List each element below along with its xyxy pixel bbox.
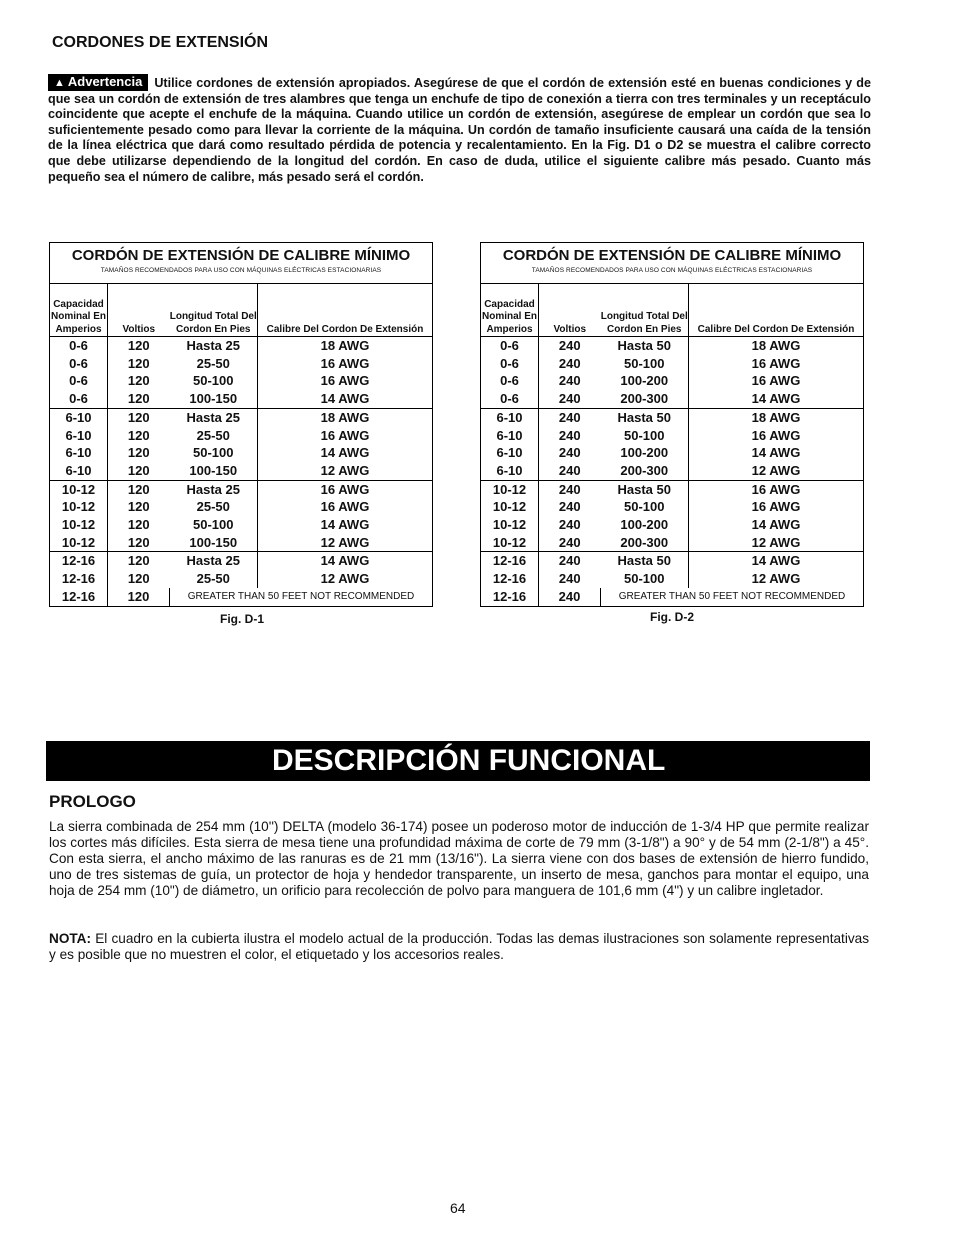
table-cell: 50-100 (601, 355, 689, 373)
table-cell: 12-16 (481, 570, 539, 588)
table-row (50, 552, 433, 570)
table-cell: 6-10 (481, 462, 539, 480)
cord-table-120v (49, 242, 433, 607)
table-cell: 6-10 (481, 427, 539, 445)
table-cell: 0-6 (481, 390, 539, 408)
prologo-paragraph: La sierra combinada de 254 mm (10'') DELTA (modelo 36-174) posee un poderoso motor de inducción de 1-3/4 HP que permite realizar los cortes más difíciles. Esta sierra de mesa tiene una profundidad máxima de corte de 79 mm (3-1/8") a 90° y de 54 mm (2-1/8") a 45°. Con esta sierra, el ancho máximo de las ranuras es de 21 mm (13/16"). La sierra viene con dos bases de extensión de hierro fundido, uno de tres sistemas de guía, un protector de hoja y hendedor transparente, un inserto de mesa, ganchos para montar el equipo, una hoja de 254 mm (10") de diámetro, un orificio para recolección de polvo para manguera de 101,6 mm (4") y un calibre ingletador. (49, 819, 869, 898)
table-cell: 120 (127, 588, 150, 604)
not-recommended-note: GREATER THAN 50 FEET NOT RECOMMENDED (601, 588, 864, 606)
table-row (50, 498, 433, 516)
table-cell: 0-6 (50, 337, 108, 355)
table-cell: 100-200 (601, 516, 689, 534)
table-cell: 240 (558, 445, 581, 461)
table-row (481, 534, 864, 552)
table-cell: 120 (127, 427, 150, 443)
table-cell: Hasta 50 (601, 337, 689, 355)
table-cell: 200-300 (601, 462, 689, 480)
table-row (481, 390, 864, 408)
table-cell: 14 AWG (258, 390, 433, 408)
table-cell: 120 (127, 445, 150, 461)
table-cell: 240 (558, 373, 581, 389)
table-cell: 12-16 (481, 588, 539, 606)
table-cell: 12 AWG (689, 462, 864, 480)
header-calibre: Calibre Del Cordon De Extensión (258, 284, 433, 337)
table-cell: 0-6 (481, 355, 539, 373)
table-row (481, 588, 864, 606)
table-title-cell (481, 243, 864, 284)
header-voltios: Voltios (108, 284, 170, 337)
table-cell: 16 AWG (320, 373, 370, 389)
table-row (481, 552, 864, 570)
table-cell: 12 AWG (258, 534, 433, 552)
table-cell: 18 AWG (320, 338, 370, 353)
table-row (481, 570, 864, 588)
table-cell: 120 (127, 553, 150, 569)
table-cell: 25-50 (170, 570, 258, 588)
table-row (481, 408, 864, 426)
table-cell: 14 AWG (320, 445, 370, 461)
table-cell: 120 (127, 373, 150, 389)
table-cell: 16 AWG (751, 481, 801, 497)
header-amperios: Capacidad Nominal En Amperios (50, 284, 108, 337)
table-cell: 10-12 (481, 498, 539, 516)
table-cell: 120 (108, 390, 170, 408)
table-row (50, 480, 433, 498)
table-cell: 200-300 (601, 534, 689, 552)
table-cell: 16 AWG (320, 481, 370, 497)
table-cell: 50-100 (170, 372, 258, 390)
table-cell: 0-6 (481, 372, 539, 390)
table-cell: 25-50 (170, 498, 258, 516)
table-row (50, 534, 433, 552)
table-cell: 10-12 (50, 534, 108, 552)
table-row (50, 462, 433, 480)
table-cell: 120 (127, 571, 150, 587)
warning-triangle-icon: ▲ (54, 77, 65, 89)
table-cell: 18 AWG (751, 409, 801, 425)
table-cell: 14 AWG (751, 445, 801, 461)
table-row (481, 355, 864, 373)
table-cell: 240 (558, 499, 581, 515)
table-cell: 120 (108, 534, 170, 552)
table-cell: 120 (127, 499, 150, 515)
table-row (481, 444, 864, 462)
table-cell: Hasta 25 (170, 408, 258, 426)
table-cell: 6-10 (481, 408, 539, 426)
table-row (50, 427, 433, 445)
table-row (50, 516, 433, 534)
table-cell: 120 (127, 355, 150, 371)
table-cell: 240 (558, 355, 581, 371)
table-cell: 16 AWG (751, 355, 801, 371)
table-cell: 6-10 (50, 462, 108, 480)
table-cell: 240 (539, 534, 601, 552)
table-cell: 12-16 (50, 588, 108, 606)
table-row (481, 372, 864, 390)
table-cell: 200-300 (601, 390, 689, 408)
warning-text: Utilice cordones de extensión apropiados. Asegúrese de que el cordón de extensión esté en buenas condiciones y de que sea un cordón de extensión de tres alambres que tenga un enchufe de tipo de conexión a tierra con tres terminales y un receptáculo coincidente que acepte el enchufe de la máquina. Cuando utilice un cordón de extensión, asegúrese de emplear un cordón que sea lo suficientemente pesado como para llevar la corriente de la máquina. Un cordón de tamaño insuficiente causará una caída de la tensión de la línea eléctrica que dará como resultado pérdida de potencia y recalentamiento. En la Fig. D1 o D2 se muestra el calibre correcto que debe utilizarse dependiendo de la longitud del cordón. En caso de duda, utilice el siguiente calibre más pesado. Cuanto más pequeño sea el número de calibre, más pesado será el cordón. (48, 76, 871, 184)
table-cell: 120 (127, 517, 150, 533)
table-cell: 14 AWG (320, 517, 370, 533)
table-cell: 0-6 (50, 390, 108, 408)
table-cell: Hasta 25 (170, 552, 258, 570)
table-cell: 120 (127, 481, 150, 497)
table-cell: 240 (539, 462, 601, 480)
figure-caption-d2: Fig. D-2 (650, 610, 694, 624)
table-row (50, 337, 433, 355)
table-cell: 50-100 (601, 570, 689, 588)
table-cell: 12-16 (481, 552, 539, 570)
table-cell: 0-6 (481, 337, 539, 355)
table-cell: 12-16 (50, 552, 108, 570)
table-cell: 16 AWG (751, 499, 801, 515)
header-calibre: Calibre Del Cordon De Extensión (689, 284, 864, 337)
table-cell: 240 (558, 571, 581, 587)
table-row (481, 498, 864, 516)
warning-label: Advertencia (67, 74, 143, 89)
table-cell: 100-150 (170, 462, 258, 480)
table-cell: Hasta 50 (601, 552, 689, 570)
cord-table-240v (480, 242, 864, 607)
table-cell: 14 AWG (320, 553, 370, 569)
table-cell: 25-50 (170, 427, 258, 445)
table-cell: 240 (558, 481, 581, 497)
table-cell: 50-100 (170, 516, 258, 534)
table-cell: 12 AWG (258, 462, 433, 480)
table-cell: 100-150 (170, 534, 258, 552)
table-cell: Hasta 25 (170, 337, 258, 355)
banner-title: DESCRIPCIÓN FUNCIONAL (272, 744, 666, 777)
table-cell: 240 (539, 390, 601, 408)
table-cell: 12-16 (50, 570, 108, 588)
table-title: CORDÓN DE EXTENSIÓN DE CALIBRE MÍNIMO (71, 247, 411, 264)
table-cell: 6-10 (481, 444, 539, 462)
header-longitud: Longitud Total Del Cordon En Pies (601, 284, 689, 337)
table-cell: 12 AWG (689, 534, 864, 552)
table-cell: 50-100 (601, 427, 689, 445)
table-cell: 14 AWG (751, 553, 801, 569)
table-cell: 10-12 (481, 480, 539, 498)
table-cell: 0-6 (50, 355, 108, 373)
note-paragraph (49, 931, 869, 963)
warning-paragraph (48, 74, 871, 185)
table-cell: 240 (558, 588, 581, 604)
table-cell: 16 AWG (751, 427, 801, 443)
table-cell: 120 (108, 462, 170, 480)
header-longitud: Longitud Total Del Cordon En Pies (170, 284, 258, 337)
table-title: CORDÓN DE EXTENSIÓN DE CALIBRE MÍNIMO (502, 247, 842, 264)
table-row (50, 588, 433, 606)
note-text: El cuadro en la cubierta ilustra el modelo actual de la producción. Todas las demas ilustraciones son solamente representativas y es posible que no muestren el color, el etiquetado y los accesorios reales. (49, 931, 869, 962)
table-cell: 50-100 (601, 498, 689, 516)
table-cell: Hasta 25 (170, 480, 258, 498)
table-cell: 10-12 (481, 516, 539, 534)
table-title-cell (50, 243, 433, 284)
table-row (481, 427, 864, 445)
not-recommended-note: GREATER THAN 50 FEET NOT RECOMMENDED (170, 588, 433, 606)
table-row (50, 444, 433, 462)
warning-badge (48, 74, 148, 91)
table-cell: 6-10 (50, 444, 108, 462)
table-cell: 120 (127, 338, 150, 353)
table-cell: 16 AWG (751, 373, 801, 389)
table-cell: 100-200 (601, 444, 689, 462)
figure-caption-d1: Fig. D-1 (220, 612, 264, 626)
table-row (50, 408, 433, 426)
table-subtitle: TAMAÑOS RECOMENDADOS PARA USO CON MÁQUINAS ELÉCTRICAS ESTACIONARIAS (531, 267, 813, 274)
page-number: 64 (450, 1200, 466, 1216)
table-cell: 18 AWG (751, 338, 801, 353)
table-cell: 240 (558, 427, 581, 443)
table-cell: 12 AWG (751, 571, 801, 587)
table-cell: 240 (558, 553, 581, 569)
header-voltios: Voltios (539, 284, 601, 337)
table-cell: 14 AWG (689, 390, 864, 408)
table-cell: Hasta 50 (601, 480, 689, 498)
table-cell: 6-10 (50, 427, 108, 445)
table-cell: 120 (127, 409, 150, 425)
table-cell: 16 AWG (320, 355, 370, 371)
table-row (481, 337, 864, 355)
table-cell: 100-150 (170, 390, 258, 408)
table-row (50, 570, 433, 588)
table-cell: 16 AWG (320, 499, 370, 515)
prologo-heading: PROLOGO (49, 792, 136, 811)
section-title: CORDONES DE EXTENSIÓN (52, 34, 269, 51)
table-cell: 10-12 (50, 516, 108, 534)
table-cell: 240 (558, 409, 581, 425)
table-cell: 50-100 (170, 444, 258, 462)
table-cell: 16 AWG (320, 427, 370, 443)
table-cell: 240 (558, 338, 581, 353)
table-subtitle: TAMAÑOS RECOMENDADOS PARA USO CON MÁQUINAS ELÉCTRICAS ESTACIONARIAS (100, 267, 382, 274)
table-cell: 6-10 (50, 408, 108, 426)
note-label: NOTA: (49, 931, 92, 946)
table-cell: 10-12 (481, 534, 539, 552)
table-cell: 25-50 (170, 355, 258, 373)
table-row (481, 462, 864, 480)
table-row (50, 372, 433, 390)
table-cell: 10-12 (50, 498, 108, 516)
table-row (481, 516, 864, 534)
table-cell: 12 AWG (320, 571, 370, 587)
table-cell: Hasta 50 (601, 408, 689, 426)
table-cell: 0-6 (50, 372, 108, 390)
table-row (481, 480, 864, 498)
header-amperios: Capacidad Nominal En Amperios (481, 284, 539, 337)
table-cell: 100-200 (601, 372, 689, 390)
table-cell: 10-12 (50, 480, 108, 498)
table-cell: 14 AWG (751, 517, 801, 533)
table-row (50, 390, 433, 408)
table-cell: 18 AWG (320, 409, 370, 425)
table-row (50, 355, 433, 373)
table-cell: 240 (558, 517, 581, 533)
section-banner (46, 741, 870, 781)
